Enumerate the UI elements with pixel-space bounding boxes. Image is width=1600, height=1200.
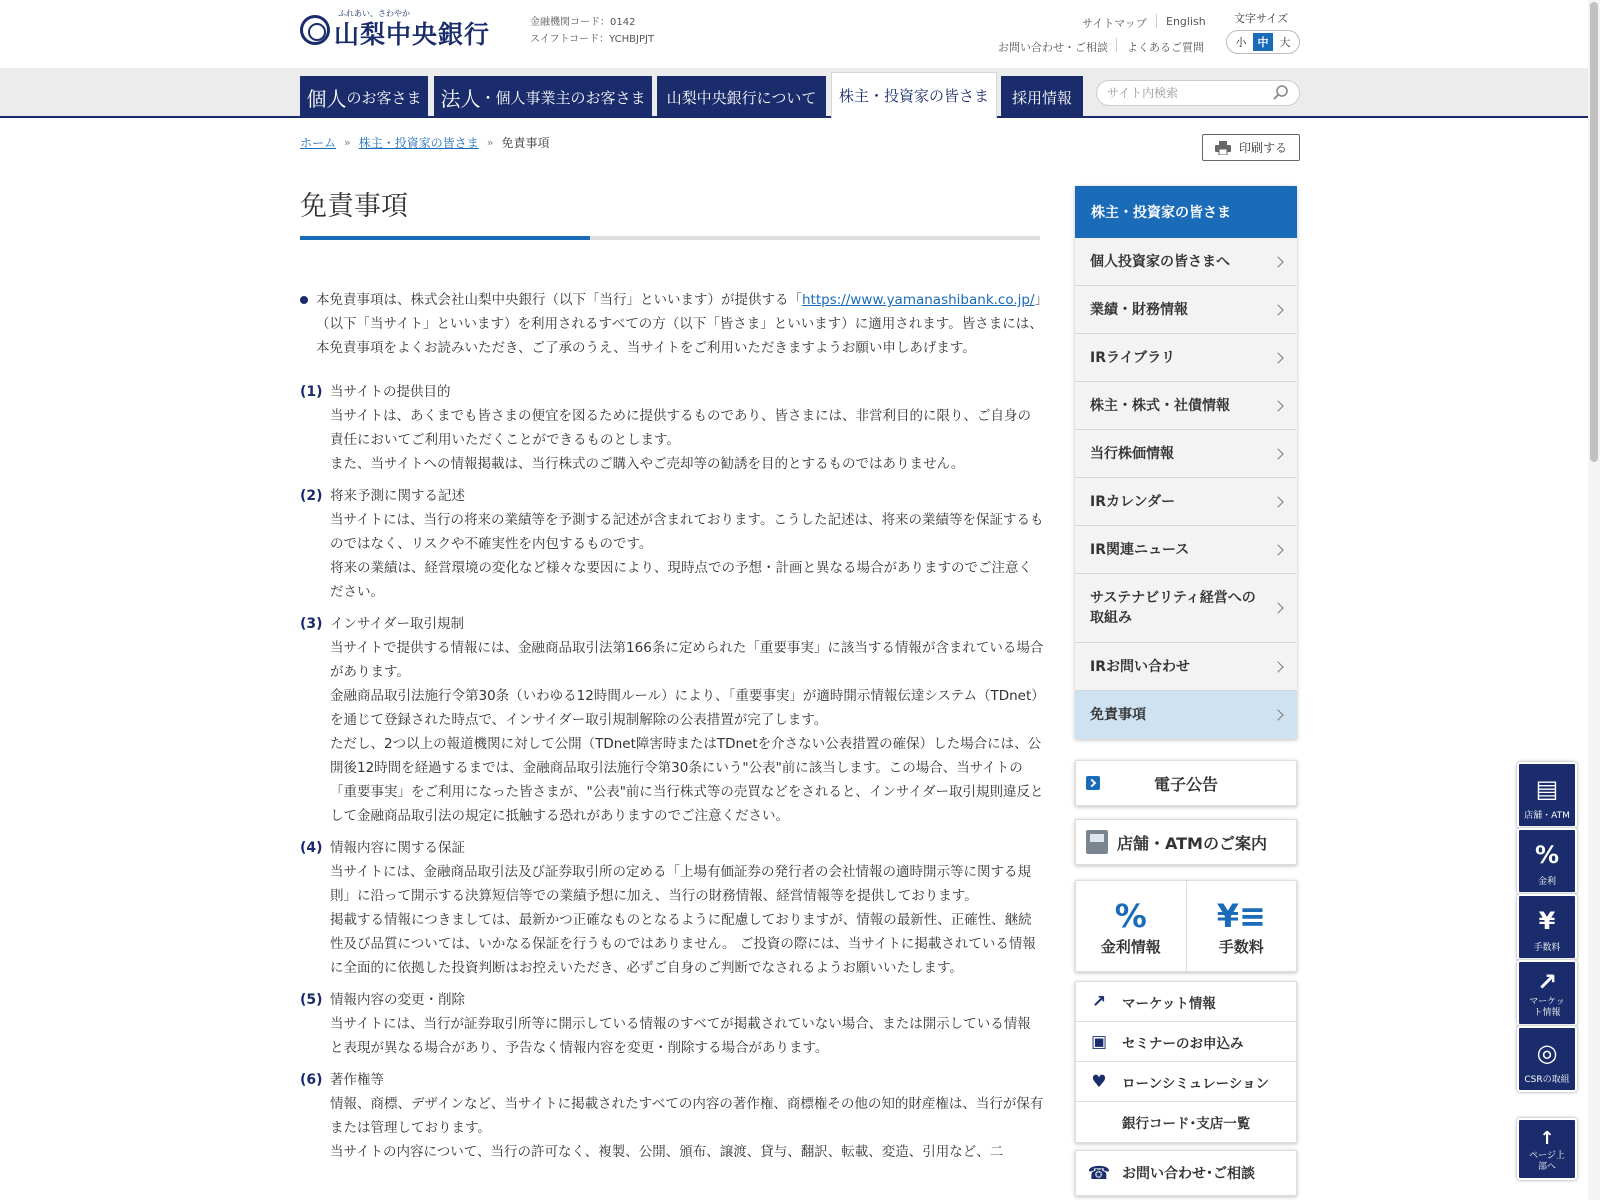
float-csr-button[interactable]	[1517, 1026, 1577, 1092]
section-para: また、当サイトへの情報掲載は、当行株式のご購入やご売却等の勧誘を目的とするものではありません。	[330, 456, 965, 472]
trend-icon: ↗	[1091, 991, 1107, 1012]
section-title: 情報内容に関する保証	[330, 840, 465, 856]
bank-code: 金融機関コード：0142	[530, 17, 636, 28]
loan-sim-link[interactable]	[1076, 1062, 1296, 1102]
yen-icon: ¥	[1538, 907, 1556, 935]
section-number: (5)	[300, 992, 323, 1008]
section-number: (2)	[300, 488, 323, 504]
nav-corporate-big: 法人	[440, 86, 481, 111]
logo-mark-icon	[300, 15, 330, 45]
bank-code-label: 銀行コード･支店一覧	[1122, 1116, 1251, 1132]
rate-button[interactable]	[1076, 881, 1186, 971]
float-atm-label: 店舗・ATM	[1524, 811, 1570, 821]
intro-text-b: 」（以下「当サイト」といいます）を利用されるすべての方（以下「皆さま」といいます）に適用されます。皆さまには、本免責事項をよくお読みいただき、ご了承のうえ、当サイトをご利用いただきますようお願い申しあげます。	[316, 292, 1043, 356]
bank-logo[interactable]	[300, 10, 520, 50]
section-2	[300, 484, 1044, 604]
breadcrumb-home[interactable]: ホーム	[300, 136, 337, 150]
section-para: 当サイトには、金融商品取引法及び証券取引所の定める「上場有価証券の発行者の会社情報の適時開示等に関する規則」に沿って開示する決算短信等での業績予想に加え、当行の財務情報、経営情報等を提供しております。	[330, 864, 1032, 904]
section-para: 当サイトの内容について、当行の許可なく、複製、公開、頒布、譲渡、貸与、翻訳、転載、変造、引用など、二	[330, 1144, 1004, 1160]
market-label: マーケット情報	[1122, 995, 1216, 1012]
float-market-label: マーケット情報	[1529, 997, 1565, 1018]
presentation-icon: ▣	[1090, 1031, 1108, 1052]
side-nav-item[interactable]: IRカレンダー	[1075, 478, 1297, 526]
site-url-link[interactable]: https://www.yamanashibank.co.jp/	[802, 292, 1035, 308]
sitemap-link[interactable]: サイトマップ	[1082, 17, 1147, 30]
english-link[interactable]: English	[1166, 15, 1206, 28]
float-atm-button[interactable]	[1517, 762, 1577, 828]
side-nav-item[interactable]: IR関連ニュース	[1075, 526, 1297, 574]
nav-corporate[interactable]	[434, 76, 652, 118]
logo-text: 山梨中央銀行	[334, 20, 491, 49]
scrollbar-thumb[interactable]	[1590, 2, 1598, 462]
section-title: 将来予測に関する記述	[330, 488, 465, 504]
section-3	[300, 612, 1044, 828]
branch-atm-button[interactable]	[1075, 819, 1297, 865]
section-para: 当サイトには、当行が証券取引所等に開示している情報のすべてが掲載されていない場合、または開示している情報と表現が異なる場合があり、予告なく情報内容を変更・削除する場合があります。	[330, 1016, 1031, 1056]
section-title: 当サイトの提供目的	[330, 384, 451, 400]
nav-about[interactable]: 山梨中央銀行について	[657, 76, 826, 118]
section-para: ただし、2つ以上の報道機関に対して公開（TDnet障害時またはTDnetを介さない公表措置の確保）した場合には、公開後12時間を経過するまでは、金融商品取引法施行令第30条にいう"公表"前に該当します。この場合、当サイトの「重要事実」をご利用になった皆さまが、"公表"前に当行株式等の売買などをされると、インサイダー取引規則違反として金融商品取引法の規定に抵触する恐れがありますのでご注意ください。	[330, 736, 1044, 824]
side-nav	[1075, 186, 1297, 739]
arrow-right-icon	[1086, 776, 1100, 790]
chevron-right-icon: »	[344, 136, 351, 149]
seminar-link[interactable]	[1076, 1022, 1296, 1062]
chevron-right-icon: »	[486, 136, 494, 149]
section-6	[300, 1068, 1044, 1164]
phone-icon: ☎	[1087, 1162, 1111, 1184]
section-title: 著作権等	[330, 1072, 384, 1088]
section-para: 金融商品取引法施行令第30条（いわゆる12時間ルール）により、「重要事実」が適時開示情報伝達システム（TDnet）を通じて登録された時点で、インサイダー取引規制解除の公表措置が完了します。	[330, 688, 1039, 728]
contact-link[interactable]: お問い合わせ・ご相談	[998, 41, 1108, 54]
e-notice-button[interactable]	[1075, 760, 1297, 806]
arrow-up-icon: ↑	[1539, 1128, 1555, 1149]
section-4	[300, 836, 1044, 980]
e-notice-label: 電子公告	[1153, 774, 1218, 794]
breadcrumb-current: 免責事項	[501, 136, 550, 150]
fee-button[interactable]	[1186, 881, 1297, 971]
faq-link[interactable]: よくあるご質問	[1127, 41, 1204, 54]
font-size-small[interactable]: 小	[1235, 36, 1247, 49]
nav-personal-small: のお客さま	[346, 88, 422, 107]
section-number: (4)	[300, 840, 323, 856]
disclaimer-content	[300, 288, 1044, 1164]
section-number: (6)	[300, 1072, 323, 1088]
title-underline	[300, 236, 1040, 240]
side-nav-item[interactable]: 個人投資家の皆さまへ	[1075, 238, 1297, 286]
contact-button[interactable]	[1075, 1150, 1297, 1196]
divider	[1116, 38, 1117, 52]
divider	[1156, 14, 1157, 28]
quick-links	[1075, 981, 1297, 1143]
float-market-button[interactable]	[1517, 960, 1577, 1026]
side-nav-item[interactable]: 株主・株式・社債情報	[1075, 382, 1297, 430]
breadcrumb-investors[interactable]: 株主・投資家の皆さま	[358, 136, 479, 150]
section-number: (1)	[300, 384, 323, 400]
side-nav-item[interactable]: IRお問い合わせ	[1075, 643, 1297, 691]
section-para: 情報、商標、デザインなど、当サイトに掲載されたすべての内容の著作権、商標権その他の知的財産権は、当行が保有または管理しております。	[330, 1096, 1044, 1136]
section-para: 掲載する情報につきましては、最新かつ正確なものとなるように配慮しておりますが、情報の最新性、正確性、継続性及び品質については、いかなる保証を行うものではありません。 ご投資の際には、当サイトに掲載されている情報に全面的に依拠した投資判断はお控えいただき、必ずご自身のご判断でなされるようお願いいたします。	[330, 912, 1036, 976]
side-nav-item[interactable]: IRライブラリ	[1075, 334, 1297, 382]
page-top-button[interactable]	[1517, 1118, 1577, 1180]
fee-label: 手数料	[1218, 937, 1264, 956]
nav-personal[interactable]	[300, 76, 428, 118]
side-nav-heading[interactable]: 株主・投資家の皆さま	[1075, 186, 1297, 238]
section-para: 将来の業績は、経営環境の変化など様々な要因により、現時点での予想・計画と異なる場合がありますのでご注意ください。	[330, 560, 1032, 600]
csr-icon: ◎	[1536, 1039, 1558, 1067]
percent-icon: %	[1534, 841, 1560, 869]
nav-personal-big: 個人	[306, 86, 347, 111]
section-title: 情報内容の変更・削除	[330, 992, 465, 1008]
atm-icon	[1086, 830, 1108, 854]
rate-label: 金利情報	[1100, 937, 1161, 956]
market-link[interactable]	[1076, 982, 1296, 1022]
loan-sim-label: ローンシミュレーション	[1122, 1075, 1270, 1092]
side-nav-item[interactable]: 当行株価情報	[1075, 430, 1297, 478]
side-nav-item[interactable]: サステナビリティ経営への取組み	[1075, 574, 1297, 643]
bank-code-link[interactable]	[1076, 1102, 1296, 1142]
percent-icon: %	[1114, 896, 1147, 935]
bank-codes	[530, 14, 654, 48]
nav-investors[interactable]: 株主・投資家の皆さま	[831, 72, 997, 118]
font-size-medium[interactable]: 中	[1253, 33, 1273, 51]
float-fee-label: 手数料	[1533, 943, 1561, 953]
section-1	[300, 380, 1044, 476]
side-nav-item-current[interactable]: 免責事項	[1075, 691, 1297, 739]
float-csr-label: CSRの取組	[1524, 1075, 1570, 1085]
font-size-label: 文字サイズ	[1234, 12, 1289, 25]
heart-icon: ♥	[1091, 1071, 1107, 1092]
printer-icon	[1215, 141, 1231, 155]
intro-paragraph	[300, 288, 1044, 360]
print-button[interactable]	[1202, 134, 1300, 161]
section-title: インサイダー取引規制	[330, 616, 465, 632]
search-icon[interactable]	[1272, 84, 1290, 102]
yen-icon: ¥≡	[1216, 896, 1266, 935]
seminar-label: セミナーのお申込み	[1122, 1035, 1244, 1052]
section-5	[300, 988, 1044, 1060]
float-rate-label: 金利	[1537, 877, 1556, 887]
swift-code: スイフトコード：YCHBJPJT	[530, 34, 655, 45]
intro-text-a: 本免責事項は、株式会社山梨中央銀行（以下「当行」といいます）が提供する「	[316, 292, 802, 308]
side-nav-item[interactable]: 業績・財務情報	[1075, 286, 1297, 334]
section-number: (3)	[300, 616, 323, 632]
contact-label: お問い合わせ･ご相談	[1122, 1166, 1255, 1182]
intro-text	[316, 288, 1044, 360]
search-input[interactable]	[1096, 80, 1300, 106]
breadcrumb	[300, 134, 550, 151]
print-label: 印刷する	[1238, 141, 1287, 155]
atm-icon: ▤	[1535, 775, 1559, 803]
nav-corporate-small: ・個人事業主のお客さま	[480, 88, 646, 107]
bullet-icon	[300, 296, 308, 304]
page-title: 免責事項	[300, 191, 408, 222]
section-para: 当サイトで提供する情報には、金融商品取引法第166条に定められた「重要事実」に該当する情報が含まれている場合があります。	[330, 640, 1044, 680]
font-size-switcher	[1226, 30, 1300, 54]
font-size-large[interactable]: 大	[1279, 36, 1291, 49]
section-para: 当サイトは、あくまでも皆さまの便宜を図るために提供するものであり、皆さまには、非営利目的に限り、ご自身の責任においてご利用いただくことができるものとします。	[330, 408, 1032, 448]
page-top-label: ページ上部へ	[1529, 1151, 1565, 1172]
float-fee-button[interactable]	[1517, 894, 1577, 960]
nav-recruit[interactable]: 採用情報	[1001, 76, 1083, 118]
trend-icon: ↗	[1536, 968, 1558, 996]
rate-fee-panel	[1075, 880, 1297, 972]
logo-tagline: ふれあい、さわやか	[338, 9, 410, 18]
float-rate-button[interactable]	[1517, 828, 1577, 894]
section-para: 当サイトには、当行の将来の業績等を予測する記述が含まれております。こうした記述は、将来の業績等を保証するものではなく、リスクや不確実性を内包するものです。	[330, 512, 1044, 552]
branch-atm-label: 店舗・ATMのご案内	[1117, 833, 1267, 853]
